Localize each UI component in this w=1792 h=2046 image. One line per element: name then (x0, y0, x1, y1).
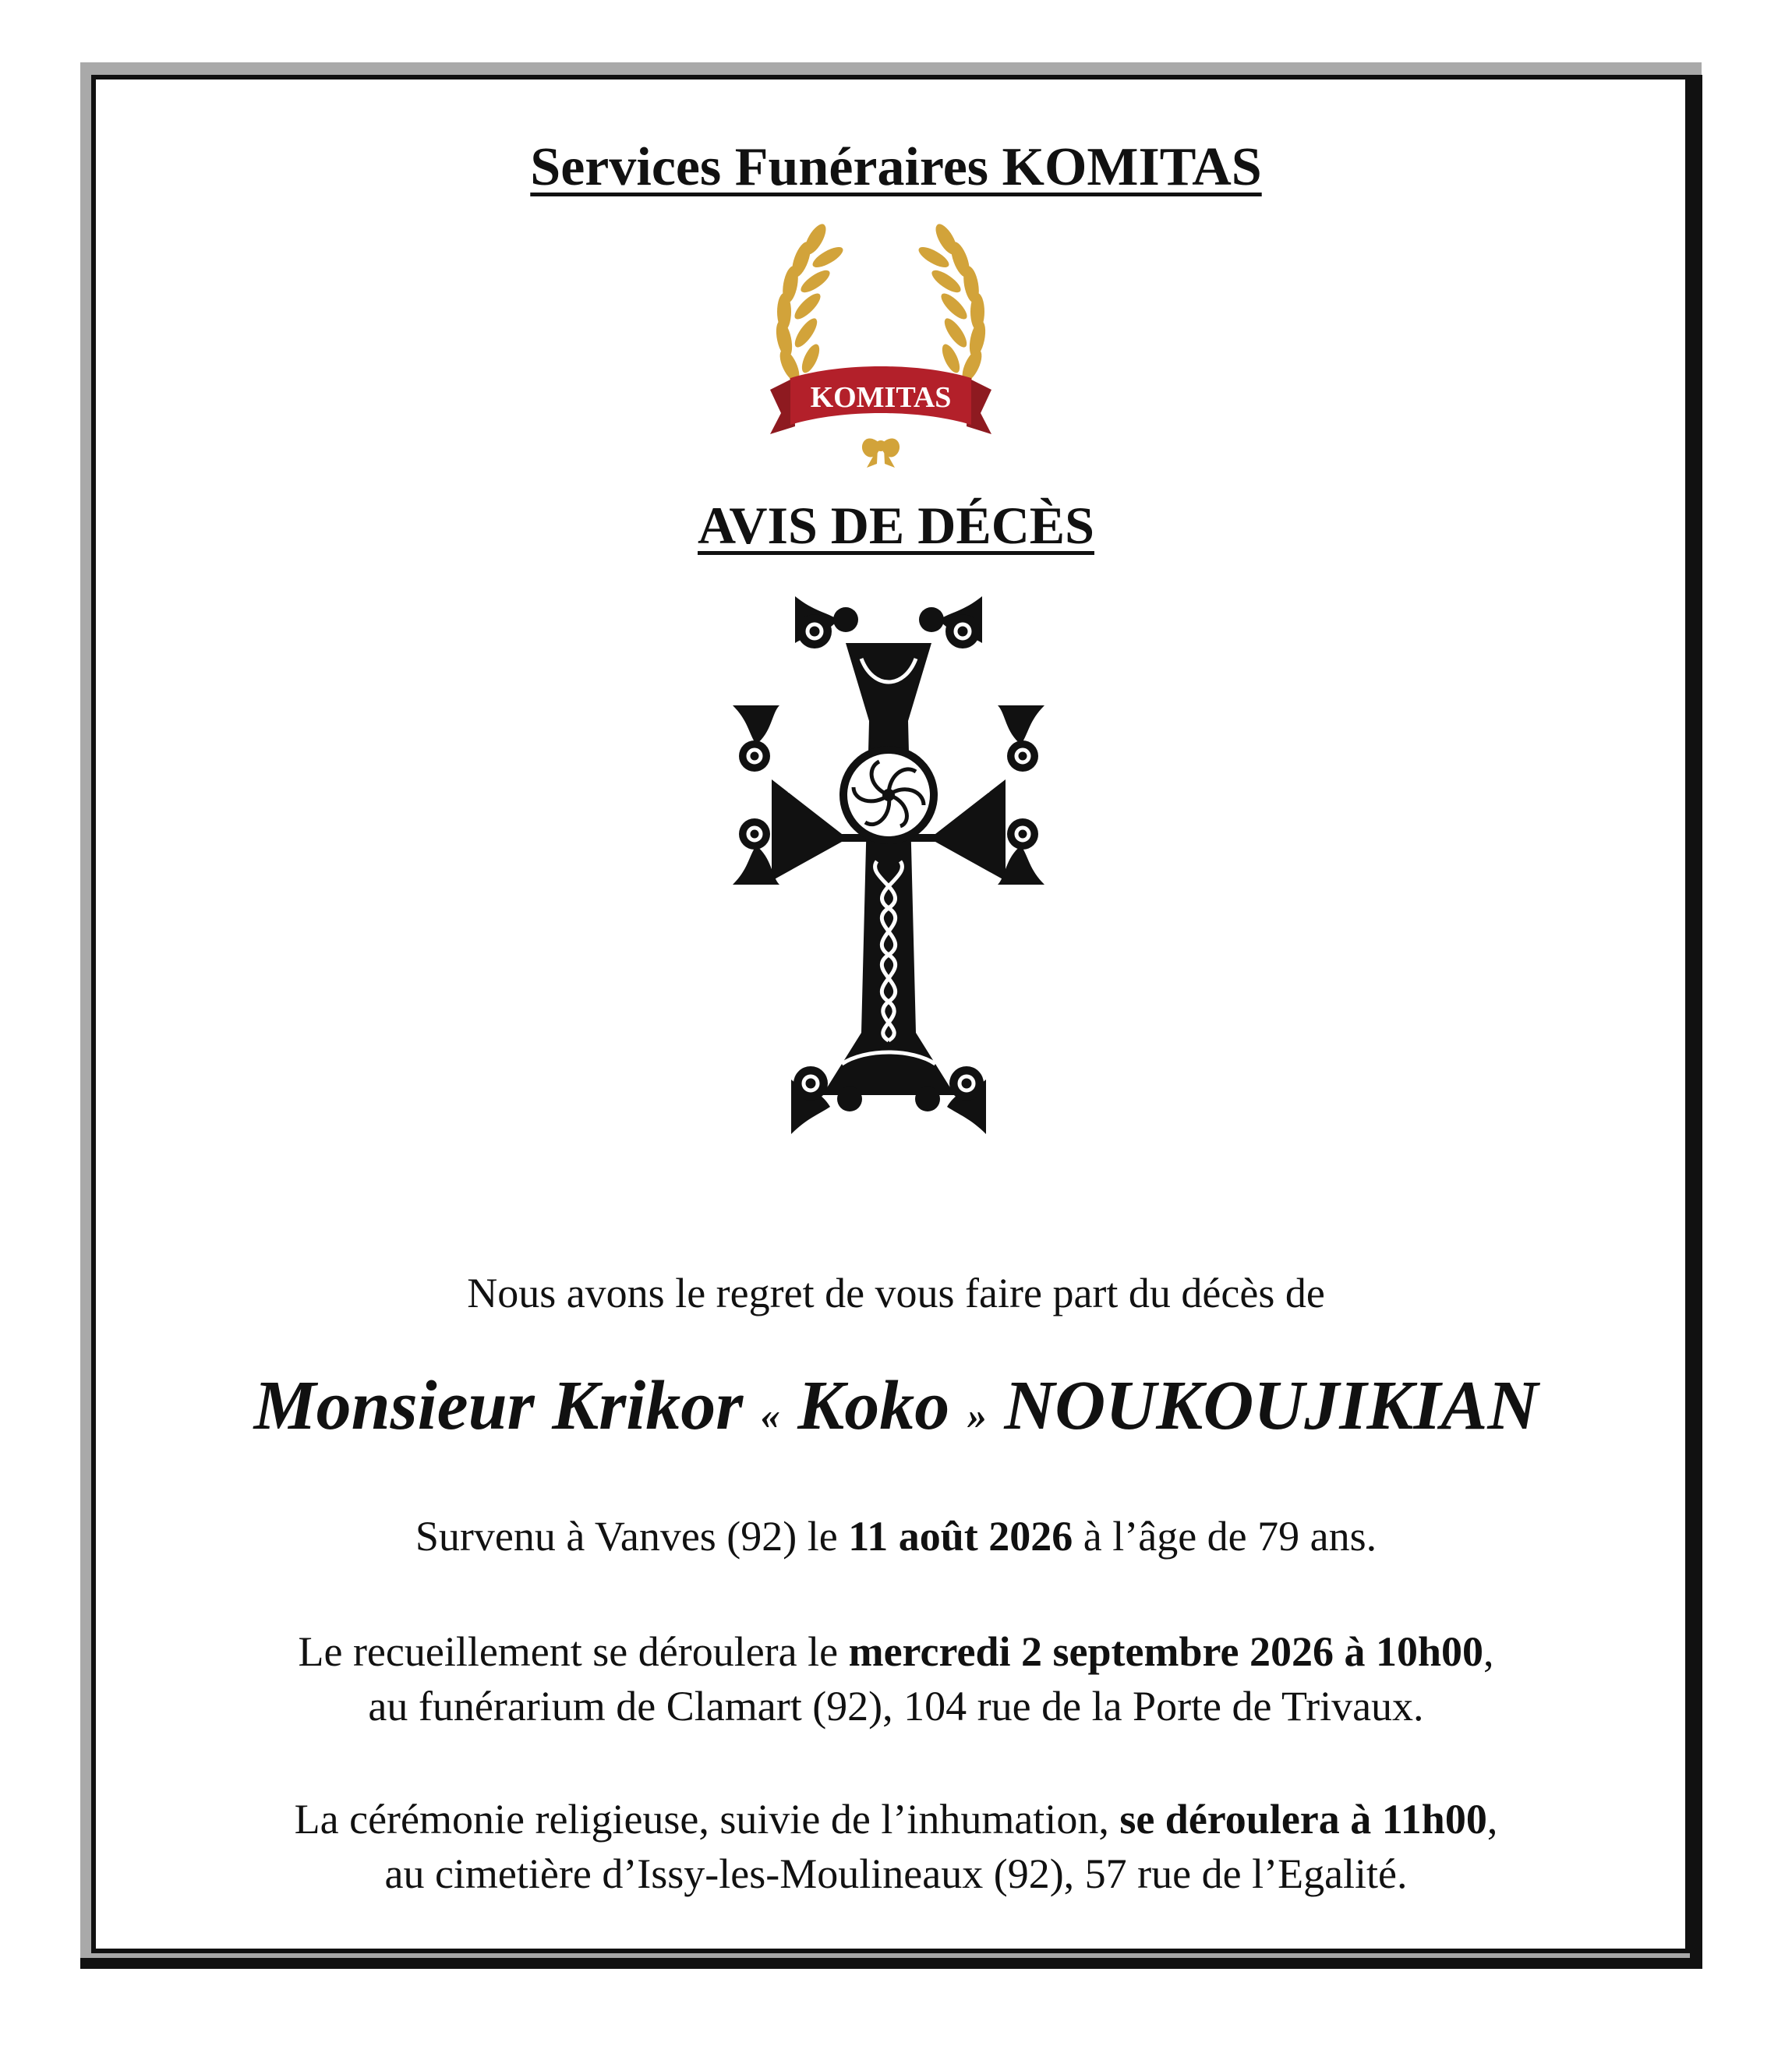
ceremony-line (0, 1795, 1792, 1843)
viewing-line (0, 1627, 1792, 1676)
intro-text: Nous avons le regret de vous faire part du décès de (467, 1270, 1325, 1316)
death-before: Survenu à Vanves (92) le (415, 1513, 849, 1560)
deceased-name (0, 1366, 1792, 1446)
notice-title: AVIS DE DÉCÈS (698, 496, 1094, 555)
death-date: 11 août 2026 (848, 1513, 1073, 1560)
death-after: à l’âge de 79 ans. (1073, 1513, 1377, 1560)
death-line (0, 1512, 1792, 1560)
surname: NOUKOUJIKIAN (986, 1367, 1539, 1444)
ceremony-place: au cimetière d’Issy-les-Moulineaux (92), 57 rue de l’Egalité. (384, 1850, 1408, 1897)
nickname: Koko (779, 1367, 967, 1444)
name-prefix: Monsieur Krikor (253, 1367, 761, 1444)
quote-close: » (967, 1394, 987, 1437)
company-title: Services Funéraires KOMITAS (530, 137, 1262, 197)
logo-banner-text: KOMITAS (810, 381, 952, 414)
armenian-cross-icon (733, 596, 1044, 1134)
quote-open: « (760, 1394, 780, 1437)
ceremony-after: , (1486, 1796, 1498, 1843)
ceremony-time: se déroulera à 11h00 (1119, 1796, 1487, 1843)
frame-shadow-bottom (80, 1958, 1702, 1969)
ceremony-before: La cérémonie religieuse, suivie de l’inhumation, (294, 1796, 1120, 1843)
viewing-datetime: mercredi 2 septembre 2026 à 10h00 (848, 1628, 1483, 1675)
komitas-laurel-logo (764, 222, 998, 468)
viewing-place: au funérarium de Clamart (92), 104 rue de la Porte de Trivaux. (368, 1683, 1424, 1730)
viewing-before: Le recueillement se déroulera le (298, 1628, 849, 1675)
viewing-after: , (1483, 1628, 1494, 1675)
